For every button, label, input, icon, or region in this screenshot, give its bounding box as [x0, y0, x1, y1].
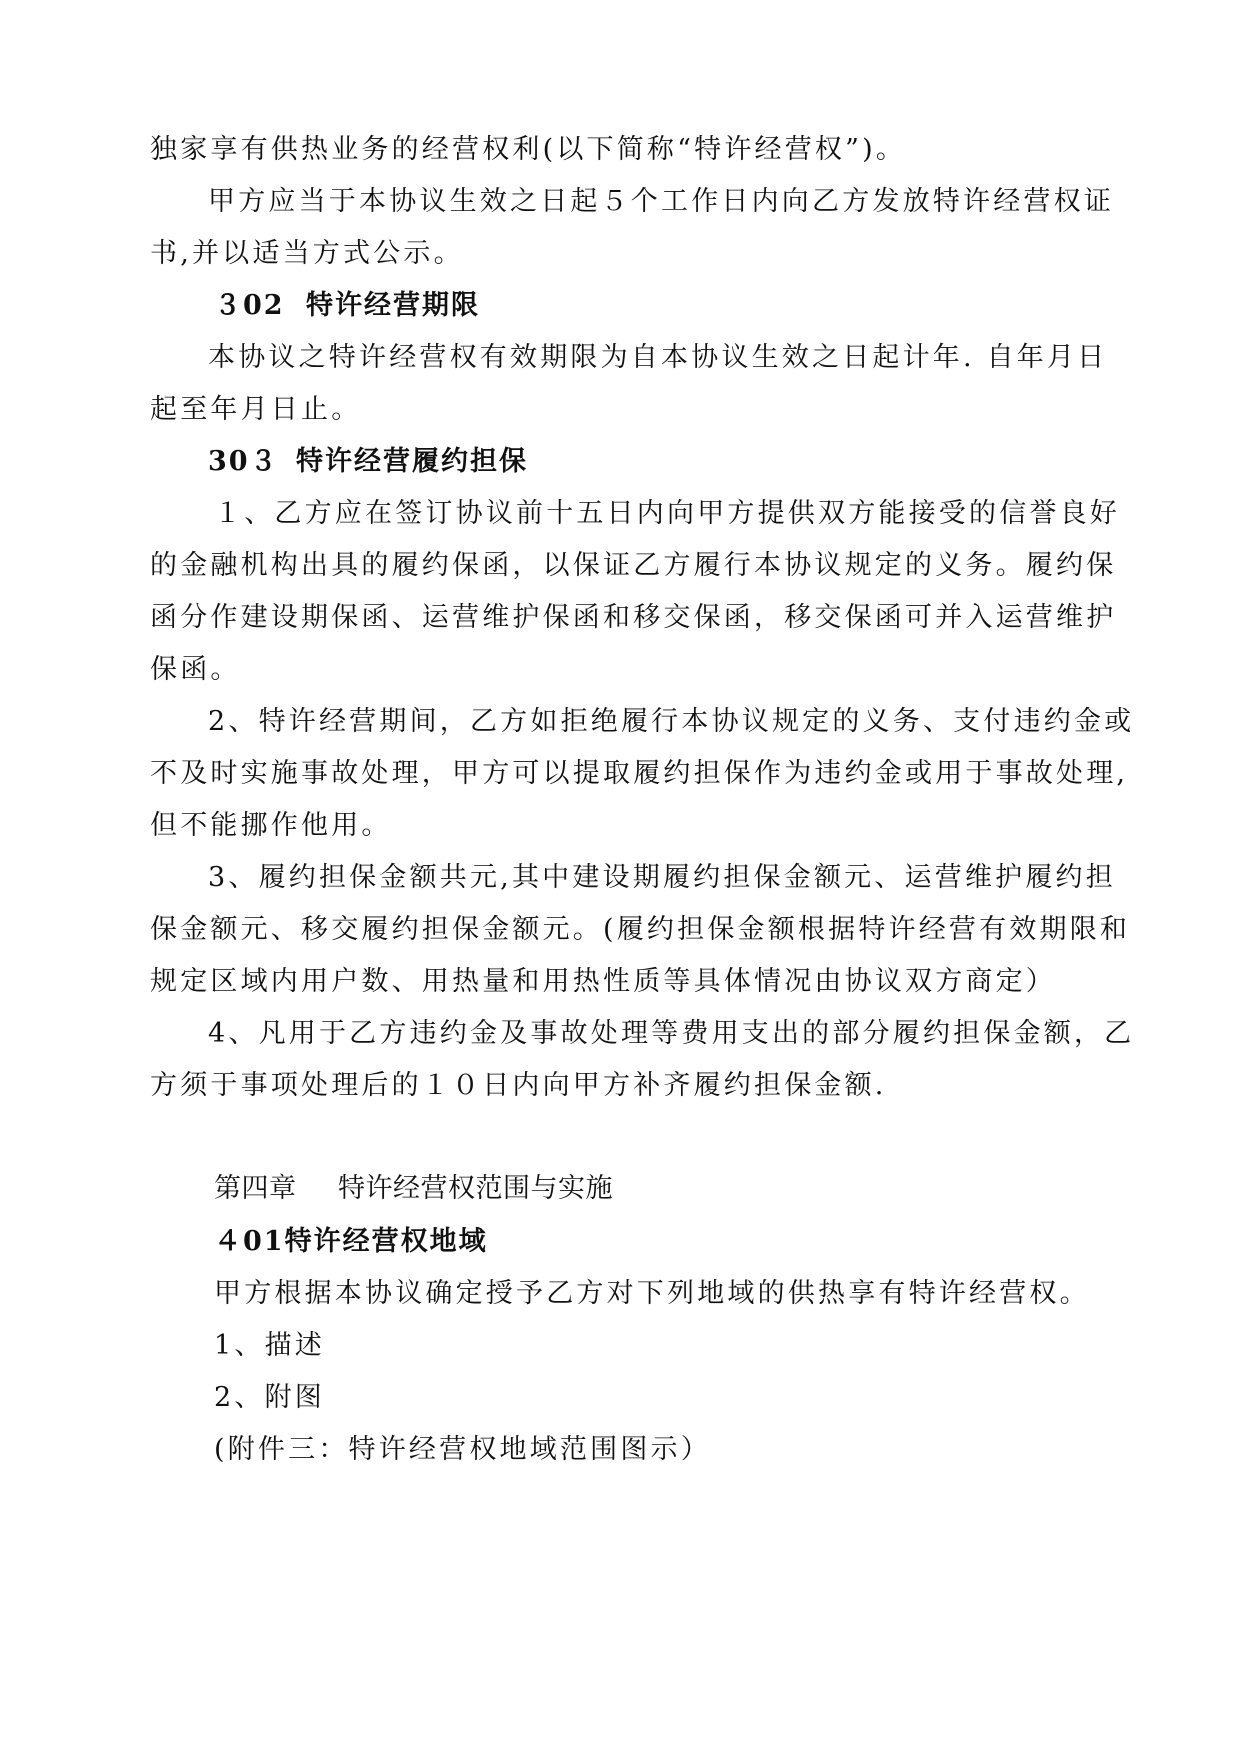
paragraph-line: 的金融机构出具的履约保函，以保证乙方履行本协议规定的义务。履约保 [150, 550, 1117, 581]
chapter-heading [214, 1169, 613, 1209]
section-number: 30３ [208, 446, 279, 477]
paragraph-line: 保函。 [150, 654, 241, 685]
paragraph-line: 2、特许经营期间，乙方如拒绝履行本协议规定的义务、支付违约金或 [208, 706, 1135, 737]
section-title: 特许经营履约担保 [296, 446, 528, 477]
list-item: 1、描述 [214, 1330, 325, 1361]
section-heading-303 [208, 442, 528, 482]
chapter-number: 第四章 [214, 1173, 297, 1204]
paragraph-line: 保金额元、移交履约担保金额元。(履约担保金额根据特许经营有效期限和 [150, 914, 1131, 945]
paragraph-line: 3、履约担保金额共元,其中建设期履约担保金额元、运营维护履约担 [208, 862, 1116, 893]
list-item: 2、附图 [214, 1382, 325, 1413]
paragraph-line: 规定区域内用户数、用热量和用热性质等具体情况由协议双方商定） [150, 966, 1056, 997]
paragraph-line: 函分作建设期保函、运营维护保函和移交保函，移交保函可并入运营维护 [150, 602, 1117, 633]
attachment-note: (附件三：特许经营权地域范围图示） [214, 1434, 711, 1465]
paragraph-line: 起至年月日止。 [150, 394, 362, 425]
paragraph-line: 甲方应当于本协议生效之日起５个工作日内向乙方发放特许经营权证 [208, 186, 1114, 217]
paragraph-line: 本协议之特许经营权有效期限为自本协议生效之日起计年. 自年月日 [208, 342, 1108, 373]
paragraph-line: 独家享有供热业务的经营权利(以下简称“特许经营权”)。 [150, 134, 907, 165]
chapter-title: 特许经营权范围与实施 [338, 1173, 613, 1204]
section-heading-401: ４01特许经营权地域 [214, 1226, 488, 1257]
section-heading-302 [214, 286, 480, 326]
paragraph-line: 但不能挪作他用。 [150, 810, 392, 841]
paragraph-line: 书,并以适当方式公示。 [150, 238, 464, 269]
paragraph-line: １、乙方应在签订协议前十五日内向甲方提供双方能接受的信誉良好 [214, 498, 1120, 529]
paragraph-line: 4、凡用于乙方违约金及事故处理等费用支出的部分履约担保金额，乙 [208, 1018, 1135, 1049]
section-title: 特许经营期限 [306, 290, 480, 321]
paragraph-line: 不及时实施事故处理，甲方可以提取履约担保作为违约金或用于事故处理, [150, 758, 1129, 789]
paragraph-line: 甲方根据本协议确定授予乙方对下列地域的供热享有特许经营权。 [214, 1278, 1090, 1309]
section-number: ３02 [214, 290, 285, 321]
paragraph-line: 方须于事项处理后的１０日内向甲方补齐履约担保金额. [150, 1070, 887, 1101]
